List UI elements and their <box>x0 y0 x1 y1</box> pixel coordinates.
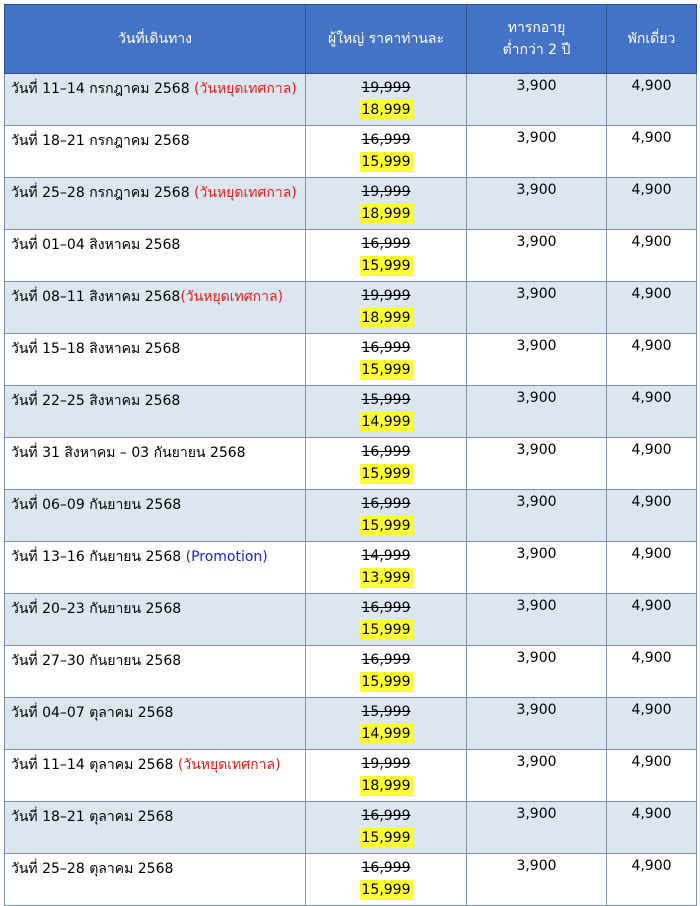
date-text: วันที่ 06–09 กันยายน 2568 <box>11 497 182 513</box>
table-row <box>5 126 697 178</box>
table-row <box>5 750 697 802</box>
table-row <box>5 230 697 282</box>
promo-price: 15,999 <box>361 362 411 378</box>
old-price: 15,999 <box>361 392 411 408</box>
promo-price: 15,999 <box>361 622 411 638</box>
old-price: 14,999 <box>361 548 411 564</box>
old-price: 16,999 <box>361 860 411 876</box>
date-cell <box>5 490 306 542</box>
date-text: วันที่ 25–28 กรกฎาคม 2568 <box>11 185 195 201</box>
header-date: วันที่เดินทาง <box>5 5 306 74</box>
header-infant-line1: ทารกอายุ <box>507 20 566 36</box>
single-supplement-cell: 4,900 <box>607 386 697 438</box>
promo-price: 18,999 <box>361 102 411 118</box>
adult-price-cell <box>306 178 467 230</box>
infant-price-cell: 3,900 <box>467 490 607 542</box>
date-cell <box>5 74 306 126</box>
table-row <box>5 490 697 542</box>
date-cell <box>5 646 306 698</box>
date-text: วันที่ 15–18 สิงหาคม 2568 <box>11 341 181 357</box>
infant-price-cell: 3,900 <box>467 386 607 438</box>
old-price: 19,999 <box>361 80 411 96</box>
old-price: 16,999 <box>361 132 411 148</box>
single-supplement-cell: 4,900 <box>607 542 697 594</box>
adult-price-cell <box>306 646 467 698</box>
date-cell <box>5 230 306 282</box>
date-text: วันที่ 08–11 สิงหาคม 2568 <box>11 289 181 305</box>
table-row <box>5 802 697 854</box>
infant-price-cell: 3,900 <box>467 282 607 334</box>
adult-price-cell <box>306 802 467 854</box>
table-row <box>5 854 697 906</box>
date-text: วันที่ 20–23 กันยายน 2568 <box>11 601 182 617</box>
header-adult: ผู้ใหญ่ ราคาท่านละ <box>306 5 467 74</box>
infant-price-cell: 3,900 <box>467 802 607 854</box>
adult-price-cell <box>306 854 467 906</box>
date-cell <box>5 542 306 594</box>
date-text: วันที่ 01–04 สิงหาคม 2568 <box>11 237 181 253</box>
infant-price-cell: 3,900 <box>467 126 607 178</box>
adult-price-cell <box>306 230 467 282</box>
table-row <box>5 334 697 386</box>
promo-price: 15,999 <box>361 154 411 170</box>
header-infant <box>467 5 607 74</box>
adult-price-cell <box>306 282 467 334</box>
adult-price-cell <box>306 74 467 126</box>
promo-price: 15,999 <box>361 258 411 274</box>
infant-price-cell: 3,900 <box>467 334 607 386</box>
adult-price-cell <box>306 386 467 438</box>
date-cell <box>5 750 306 802</box>
promo-price: 13,999 <box>361 570 411 586</box>
table-row <box>5 594 697 646</box>
adult-price-cell <box>306 438 467 490</box>
adult-price-cell <box>306 698 467 750</box>
header-row <box>5 5 697 74</box>
date-text: วันที่ 11–14 ตุลาคม 2568 <box>11 757 178 773</box>
date-text: วันที่ 04–07 ตุลาคม 2568 <box>11 705 174 721</box>
old-price: 19,999 <box>361 184 411 200</box>
infant-price-cell: 3,900 <box>467 594 607 646</box>
single-supplement-cell: 4,900 <box>607 334 697 386</box>
single-supplement-cell: 4,900 <box>607 802 697 854</box>
infant-price-cell: 3,900 <box>467 438 607 490</box>
single-supplement-cell: 4,900 <box>607 126 697 178</box>
promo-price: 15,999 <box>361 518 411 534</box>
date-cell <box>5 282 306 334</box>
table-row <box>5 542 697 594</box>
promo-price: 15,999 <box>361 466 411 482</box>
table-row <box>5 386 697 438</box>
single-supplement-cell: 4,900 <box>607 594 697 646</box>
holiday-note: (วันหยุดเทศกาล) <box>194 185 297 201</box>
adult-price-cell <box>306 750 467 802</box>
single-supplement-cell: 4,900 <box>607 74 697 126</box>
infant-price-cell: 3,900 <box>467 750 607 802</box>
infant-price-cell: 3,900 <box>467 854 607 906</box>
table-body <box>5 74 697 906</box>
date-text: วันที่ 22–25 สิงหาคม 2568 <box>11 393 181 409</box>
date-cell <box>5 126 306 178</box>
promo-price: 15,999 <box>361 674 411 690</box>
single-supplement-cell: 4,900 <box>607 750 697 802</box>
promo-price: 15,999 <box>361 830 411 846</box>
old-price: 16,999 <box>361 444 411 460</box>
header-infant-line2: ต่ำกว่า 2 ปี <box>502 42 571 58</box>
date-cell <box>5 438 306 490</box>
promo-price: 15,999 <box>361 882 411 898</box>
old-price: 16,999 <box>361 236 411 252</box>
date-cell <box>5 334 306 386</box>
date-text: วันที่ 18–21 ตุลาคม 2568 <box>11 809 174 825</box>
header-single: พักเดี่ยว <box>607 5 697 74</box>
infant-price-cell: 3,900 <box>467 542 607 594</box>
promo-price: 14,999 <box>361 726 411 742</box>
single-supplement-cell: 4,900 <box>607 178 697 230</box>
single-supplement-cell: 4,900 <box>607 490 697 542</box>
old-price: 15,999 <box>361 704 411 720</box>
infant-price-cell: 3,900 <box>467 698 607 750</box>
infant-price-cell: 3,900 <box>467 230 607 282</box>
single-supplement-cell: 4,900 <box>607 230 697 282</box>
adult-price-cell <box>306 126 467 178</box>
date-text: วันที่ 27–30 กันยายน 2568 <box>11 653 182 669</box>
old-price: 16,999 <box>361 340 411 356</box>
table-row <box>5 646 697 698</box>
date-cell <box>5 854 306 906</box>
date-cell <box>5 698 306 750</box>
promo-price: 18,999 <box>361 310 411 326</box>
single-supplement-cell: 4,900 <box>607 282 697 334</box>
adult-price-cell <box>306 542 467 594</box>
date-text: วันที่ 11–14 กรกฎาคม 2568 <box>11 81 195 97</box>
adult-price-cell <box>306 594 467 646</box>
table-row <box>5 74 697 126</box>
holiday-note: (วันหยุดเทศกาล) <box>194 81 297 97</box>
date-text: วันที่ 18–21 กรกฎาคม 2568 <box>11 133 190 149</box>
infant-price-cell: 3,900 <box>467 74 607 126</box>
holiday-note: (วันหยุดเทศกาล) <box>180 289 284 305</box>
date-text: วันที่ 13–16 กันยายน 2568 <box>11 549 186 565</box>
date-cell <box>5 386 306 438</box>
table-row <box>5 698 697 750</box>
date-text: วันที่ 25–28 ตุลาคม 2568 <box>11 861 174 877</box>
old-price: 16,999 <box>361 808 411 824</box>
table-row <box>5 178 697 230</box>
single-supplement-cell: 4,900 <box>607 698 697 750</box>
old-price: 19,999 <box>361 288 411 304</box>
old-price: 16,999 <box>361 496 411 512</box>
promo-price: 18,999 <box>361 778 411 794</box>
old-price: 16,999 <box>361 652 411 668</box>
old-price: 19,999 <box>361 756 411 772</box>
date-cell <box>5 594 306 646</box>
table-row <box>5 438 697 490</box>
adult-price-cell <box>306 490 467 542</box>
holiday-note: (วันหยุดเทศกาล) <box>177 757 281 773</box>
infant-price-cell: 3,900 <box>467 646 607 698</box>
date-cell <box>5 178 306 230</box>
table-row <box>5 282 697 334</box>
single-supplement-cell: 4,900 <box>607 854 697 906</box>
price-table <box>4 4 697 906</box>
old-price: 16,999 <box>361 600 411 616</box>
promo-price: 14,999 <box>361 414 411 430</box>
promo-price: 18,999 <box>361 206 411 222</box>
date-cell <box>5 802 306 854</box>
single-supplement-cell: 4,900 <box>607 646 697 698</box>
infant-price-cell: 3,900 <box>467 178 607 230</box>
date-text: วันที่ 31 สิงหาคม – 03 กันยายน 2568 <box>11 445 246 461</box>
promotion-note: (Promotion) <box>185 549 268 565</box>
single-supplement-cell: 4,900 <box>607 438 697 490</box>
adult-price-cell <box>306 334 467 386</box>
